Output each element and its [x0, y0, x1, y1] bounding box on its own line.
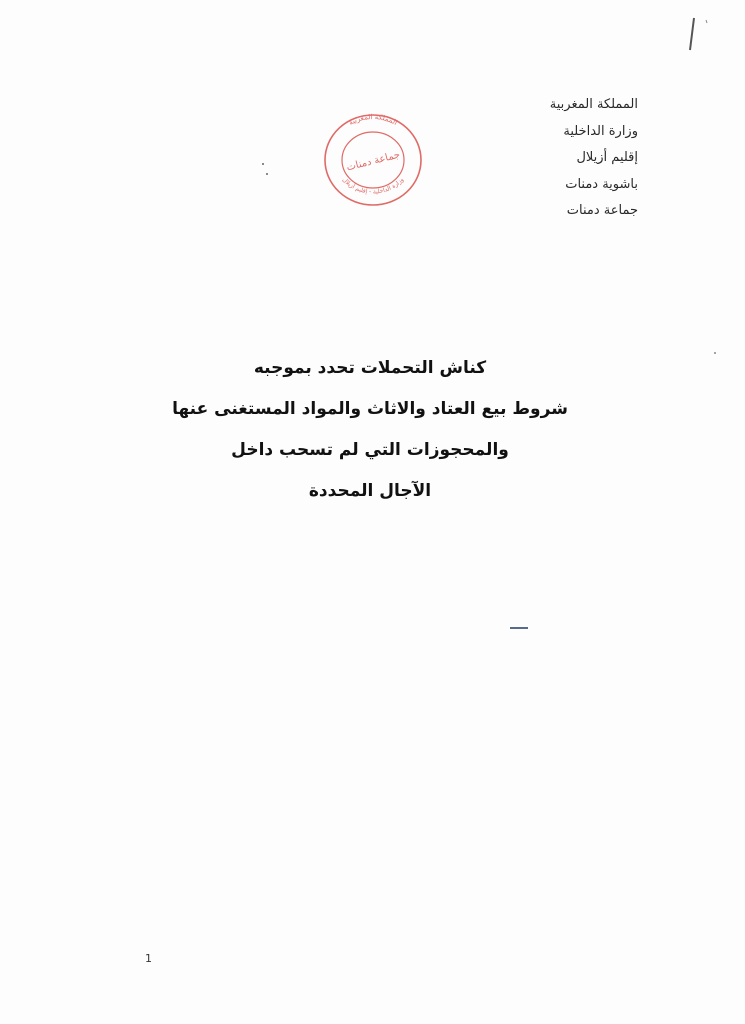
scan-speck-mid [508, 624, 530, 632]
stamp-ring-bottom-text: وزارة الداخلية - إقليم أزيلال [340, 176, 406, 196]
scan-speck-right [712, 350, 718, 356]
stamp-center-text: جماعة دمنات [345, 149, 402, 174]
page-number: 1 [145, 952, 152, 965]
header-line-commune: جماعة دمنات [566, 203, 638, 218]
scan-speck-stamp [258, 160, 274, 180]
document-title [120, 348, 620, 512]
header-line-ministry: وزارة الداخلية [563, 123, 638, 139]
svg-text:المملكة المغربية [347, 113, 398, 127]
letterhead [470, 92, 638, 225]
title-line-2: شروط بيع العتاد والاثاث والمواد المستغنى عنها [172, 399, 568, 419]
header-line-province: إقليم أزيلال [576, 150, 638, 165]
title-line-4: الآجال المحددة [308, 481, 432, 501]
stamp-ring-top-text: المملكة المغربية [347, 113, 399, 127]
header-line-kingdom: المملكة المغربية [549, 97, 638, 112]
title-line-3: والمحجوزات التي لم تسحب داخل [231, 440, 509, 460]
header-line-pashalik: باشوية دمنات [565, 176, 638, 192]
title-line-1: كناش التحملات تحدد بموجبه [253, 358, 487, 378]
scan-mark-top-right [676, 14, 716, 54]
official-stamp [318, 108, 428, 208]
